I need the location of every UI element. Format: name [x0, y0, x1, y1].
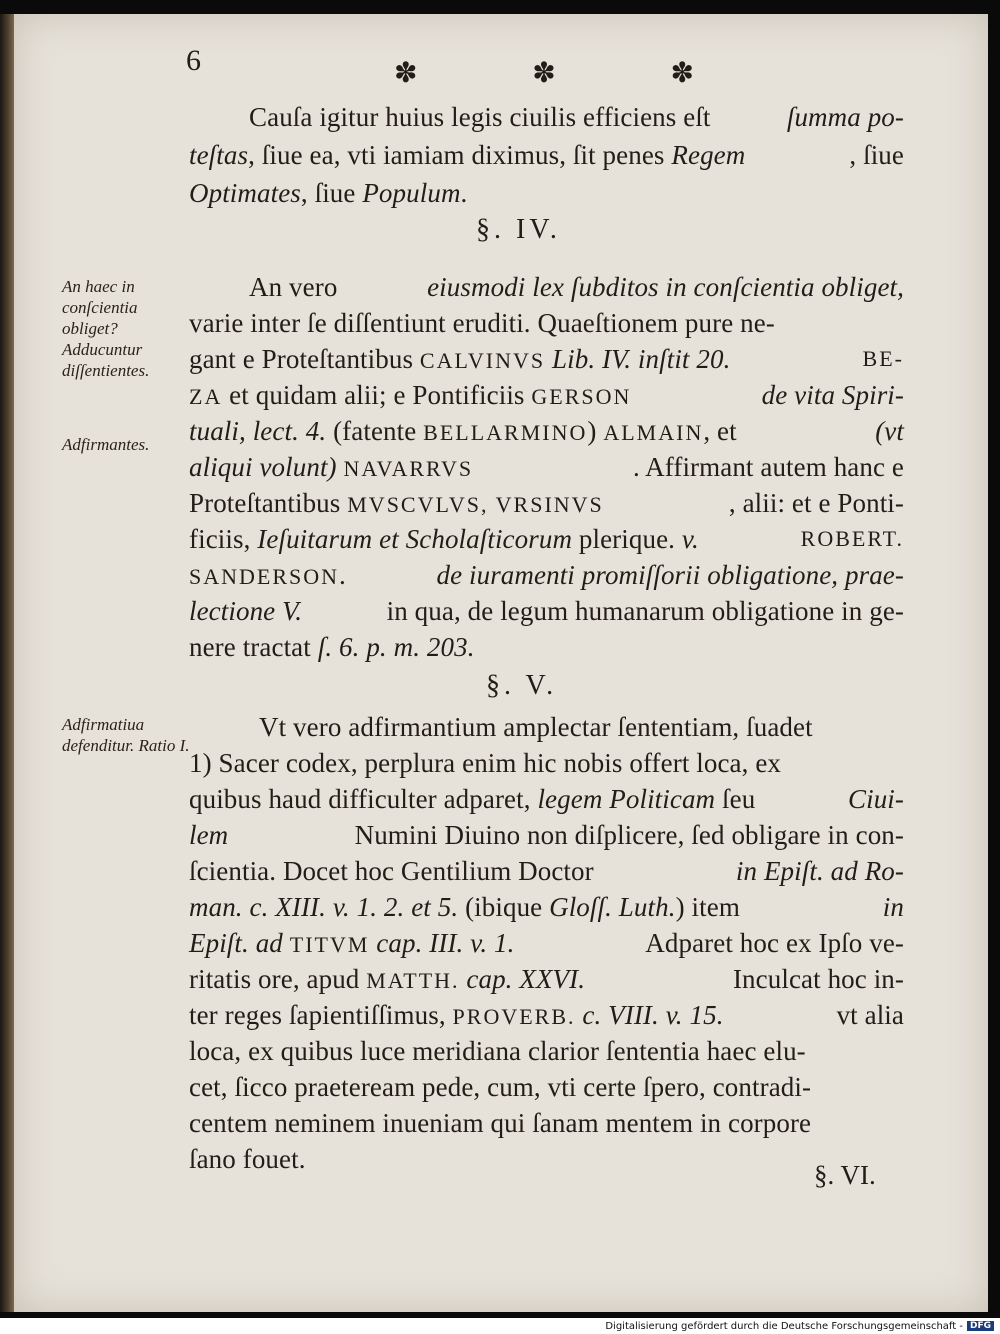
- text-line: lectione V. in qua, de legum humanarum obligatione in ge-: [189, 596, 904, 626]
- text-line: ZA et quidam alii; e Pontificiis GERSON de vita Spiri-: [189, 380, 904, 410]
- text-line: ritatis ore, apud MATTH. cap. XXVI. Inculcat hoc in-: [189, 964, 904, 994]
- page-text: [14, 14, 988, 1312]
- text-line: Cauſa igitur huius legis ciuilis efficiens eſt ſumma po-: [249, 102, 904, 132]
- text-line: teſtas, ſiue ea, vti iamiam diximus, ſit penes Regem , ſiue: [189, 140, 904, 170]
- text-line: 1) Sacer codex, perplura enim hic nobis offert loca, ex: [189, 748, 782, 778]
- margin-note: An haec in conſcientia obliget? Adducuntur diſſentientes.: [62, 277, 150, 380]
- text-line: varie inter ſe diſſentiunt eruditi. Quaeſtionem pure ne-: [189, 308, 775, 338]
- header-ornaments: [394, 56, 694, 90]
- ornament-icon: ✽: [670, 58, 694, 89]
- footer-credit: Digitalisierung gefördert durch die Deutsche Forschungsgemeinschaft -: [605, 1320, 963, 1332]
- text-line: loca, ex quibus luce meridiana clarior ſententia haec elu-: [189, 1036, 806, 1066]
- section-heading-4: §. IV.: [476, 214, 561, 245]
- ornament-icon: ✽: [532, 58, 556, 89]
- text-line: tuali, lect. 4. (fatente BELLARMINO) ALMAIN, et (vt: [189, 416, 904, 446]
- text-line: gant e Proteſtantibus CALVINVS Lib. IV. inſtit 20. BE-: [189, 344, 904, 374]
- text-line: quibus haud difficulter adparet, legem Politicam ſeu Ciui-: [189, 784, 904, 814]
- digitization-footer: [0, 1318, 1000, 1334]
- text-line: Proteſtantibus MVSCVLVS, VRSINVS , alii: et e Ponti-: [189, 488, 904, 518]
- text-line: Optimates, ſiue Populum.: [189, 178, 468, 208]
- text-line: lem Numini Diuino non diſplicere, ſed obligare in con-: [189, 820, 904, 850]
- text-line: ter reges ſapientiſſimus, PROVERB. c. VIII. v. 15. vt alia: [189, 1000, 904, 1030]
- text-line: man. c. XIII. v. 1. 2. et 5. (ibique Gloſſ. Luth.) item in: [189, 892, 904, 922]
- text-line: nere tractat ſ. 6. p. m. 203.: [189, 632, 475, 662]
- text-line: SANDERSON. de iuramenti promiſſorii obligatione, prae-: [189, 560, 904, 590]
- dfg-logo: DFG: [967, 1321, 994, 1331]
- catchword: §. VI.: [814, 1160, 876, 1190]
- text-line: aliqui volunt) NAVARRVS . Affirmant autem hanc e: [189, 452, 904, 482]
- book-page: [14, 14, 988, 1312]
- margin-note: Adfirmantes.: [62, 435, 150, 454]
- text-line: ſano fouet.: [189, 1144, 306, 1174]
- text-line: Epiſt. ad TITVM cap. III. v. 1. Adparet hoc ex Ipſo ve-: [189, 928, 904, 958]
- margin-note: Adfirmatiua defenditur. Ratio I.: [62, 715, 190, 755]
- section-heading-5: §. V.: [486, 670, 558, 701]
- ornament-icon: ✽: [394, 58, 418, 89]
- page-number: 6: [186, 44, 201, 77]
- text-line: centem neminem inueniam qui ſanam mentem in corpore: [189, 1108, 812, 1138]
- text-line: Vt vero adfirmantium amplectar ſententiam, ſuadet: [259, 712, 813, 742]
- text-line: cet, ſicco praeteream pede, cum, vti certe ſpero, contradi-: [189, 1072, 812, 1102]
- text-line: ficiis, Ieſuitarum et Scholaſticorum plerique. v. ROBERT.: [189, 524, 904, 554]
- text-line: An vero eiusmodi lex ſubditos in conſcientia obliget,: [249, 272, 904, 302]
- text-line: ſcientia. Docet hoc Gentilium Doctor in Epiſt. ad Ro-: [189, 856, 904, 886]
